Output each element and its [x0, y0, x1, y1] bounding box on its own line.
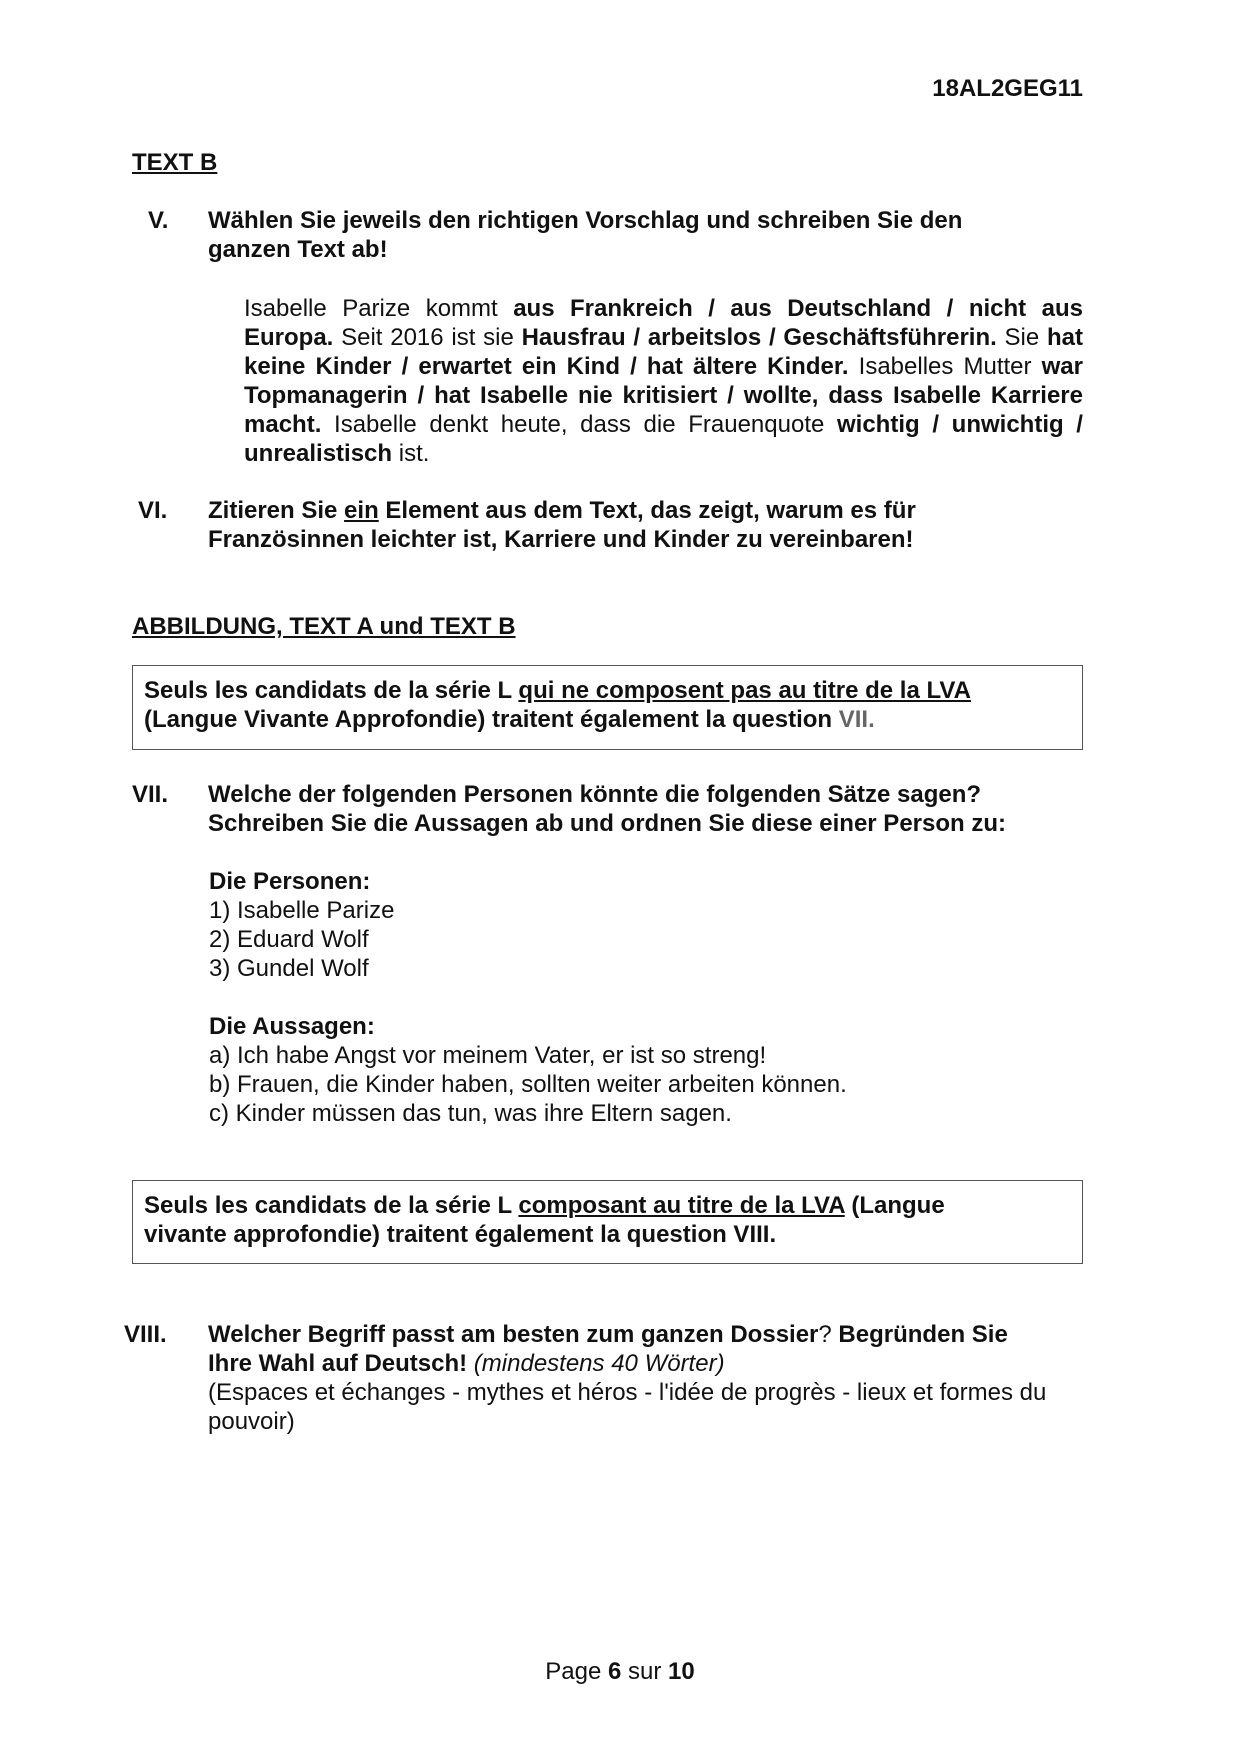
text-segment: Sie [996, 324, 1047, 351]
text-segment: ist. [392, 440, 430, 467]
notice-box-question-vii [132, 665, 1083, 750]
list-item: c) Kinder müssen das tun, was ihre Eltern sagen. [209, 1100, 732, 1127]
question-number-viii: VIII. [124, 1321, 167, 1348]
notice-emphasis: composant au titre de la LVA [518, 1192, 845, 1219]
list-item: a) Ich habe Angst vor meinem Vater, er ist so streng! [209, 1042, 767, 1069]
page-number: 6 [607, 1658, 622, 1685]
text-segment: Begründen Sie [831, 1321, 1008, 1348]
text-segment: Seit 2016 ist sie [333, 324, 522, 351]
persons-list [209, 867, 394, 983]
question-number-v: V. [148, 207, 169, 234]
text-segment: vivante approfondie) traitent également la question VIII. [144, 1221, 777, 1248]
topics-list: (Espaces et échanges - mythes et héros - l'idée de progrès - lieux et formes du pouvoir) [208, 1379, 1047, 1435]
list-item: 1) Isabelle Parize [209, 897, 395, 924]
text-segment: Isabelle Parize kommt [244, 295, 514, 322]
text-segment: Element aus dem Text, das zeigt, warum es für [378, 497, 916, 524]
page-footer [0, 1657, 1240, 1686]
text-segment: Page [545, 1658, 608, 1685]
question-vi-line2: Französinnen leichter ist, Karriere und Kinder zu vereinbaren! [208, 526, 914, 553]
text-segment: Zitieren Sie [208, 497, 345, 524]
question-vi-instruction [208, 496, 1058, 554]
notice-emphasis: qui ne composent pas au titre de la LVA [518, 677, 971, 704]
question-vii-line1: Welche der folgenden Personen könnte die folgenden Sätze sagen? [208, 781, 982, 808]
text-segment: sur [621, 1658, 669, 1685]
choice-occupation: Hausfrau / arbeitslos / Geschäftsführerin. [521, 324, 997, 351]
text-segment: Isabelles Mutter [848, 353, 1042, 380]
question-viii-instruction [208, 1320, 1088, 1436]
text-segment: Seuls les candidats de la série L [144, 1192, 519, 1219]
emphasis-ein: ein [344, 497, 379, 524]
page-total: 10 [668, 1658, 695, 1685]
question-reference: VII. [838, 706, 875, 733]
question-v-paragraph [244, 294, 1083, 468]
text-segment: Welcher Begriff passt am besten zum ganzen Dossier [208, 1321, 819, 1348]
text-segment: (Langue Vivante Approfondie) traitent également la question [144, 706, 839, 733]
list-item: 3) Gundel Wolf [209, 955, 369, 982]
question-v-instruction [208, 206, 1058, 264]
choice-mother: war Topmanagerin / hat Isabelle nie kritisiert / wollte, dass Isabelle Karriere macht. [244, 353, 1083, 438]
choice-children: hat keine Kinder / erwartet ein Kind / hat ältere Kinder. [244, 324, 1083, 380]
question-number-vii: VII. [132, 781, 169, 808]
question-vii-line2: Schreiben Sie die Aussagen ab und ordnen Sie diese einer Person zu: [208, 810, 1006, 837]
section-heading-text-b: TEXT B [132, 149, 218, 176]
section-heading-all-texts: ABBILDUNG, TEXT A und TEXT B [132, 613, 516, 640]
word-count-hint: (mindestens 40 Wörter) [467, 1350, 725, 1377]
persons-title: Die Personen: [209, 868, 371, 895]
question-v-line1: Wählen Sie jeweils den richtigen Vorschlag und schreiben Sie den [208, 207, 963, 234]
text-segment: Ihre Wahl auf Deutsch! [208, 1350, 468, 1377]
document-code: 18AL2GEG11 [932, 75, 1083, 102]
question-vii-instruction [208, 780, 1058, 838]
text-segment: ? [818, 1321, 832, 1348]
list-item: 2) Eduard Wolf [209, 926, 369, 953]
text-segment: (Langue [844, 1192, 945, 1219]
text-segment: Seuls les candidats de la série L [144, 677, 519, 704]
list-item: b) Frauen, die Kinder haben, sollten weiter arbeiten können. [209, 1071, 847, 1098]
choice-origin: aus Frankreich / aus Deutschland / nicht aus Europa. [244, 295, 1083, 351]
statements-title: Die Aussagen: [209, 1013, 375, 1040]
statements-list [209, 1012, 847, 1128]
question-number-vi: VI. [138, 497, 168, 524]
choice-quota: wichtig / unwichtig / unrealistisch [244, 411, 1083, 467]
text-segment: Isabelle denkt heute, dass die Frauenquote [321, 411, 837, 438]
question-v-line2: ganzen Text ab! [208, 236, 388, 263]
notice-box-question-viii [132, 1180, 1083, 1264]
